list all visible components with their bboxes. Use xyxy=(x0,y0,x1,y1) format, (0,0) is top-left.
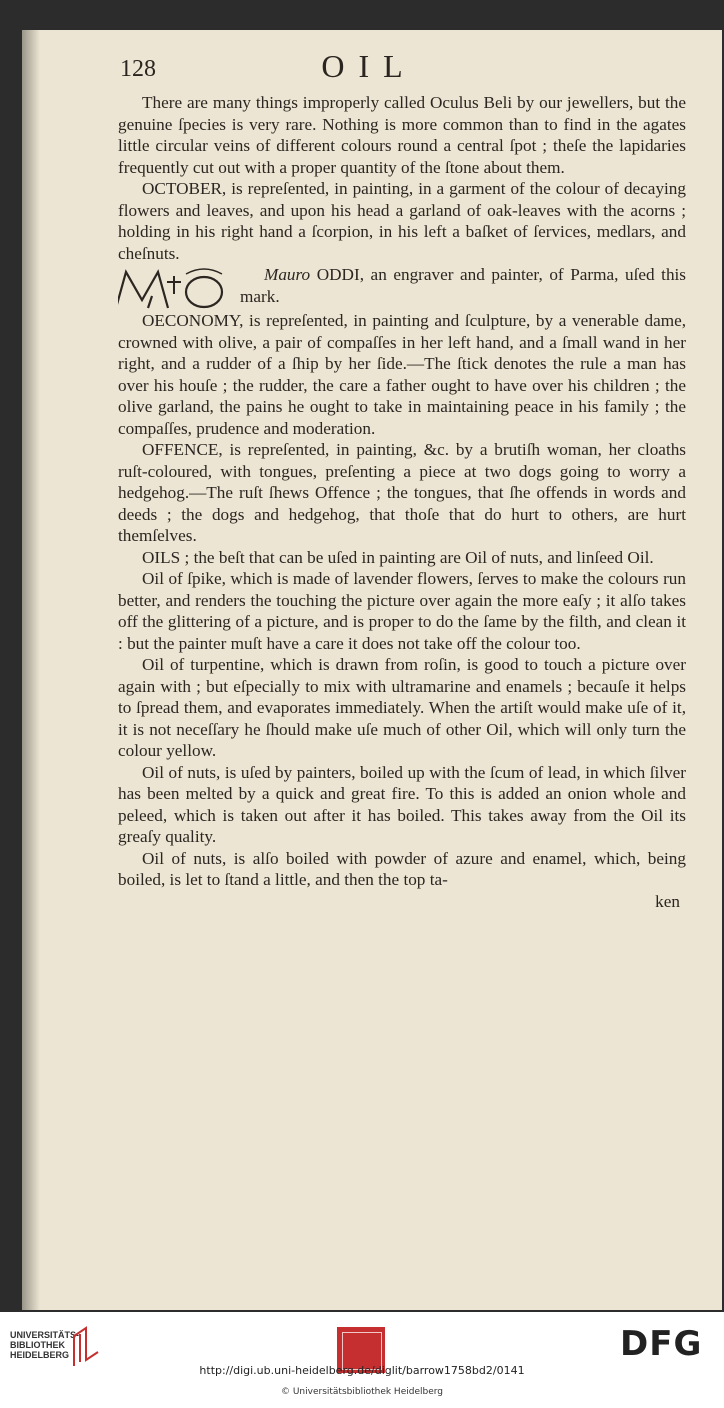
paragraph-oil-of-nuts-azure: Oil of nuts, is alſo boiled with powder of azure and enamel, which, being boiled, is let to ſtand a little, and then the top ta- xyxy=(118,848,686,889)
oddi-first-name: Mauro xyxy=(264,265,311,284)
paragraph-oil-of-spike: Oil of ſpike, which is made of lavender flowers, ſerves to make the colours run better, and renders the touching the picture over again the more eaſy ; it alſo takes off the glittering of a picture, and is proper to do the ſame by the filth, and clean it : but the painter muſt have a care it does not take off the colour too. xyxy=(118,569,686,653)
paragraph-oil-of-nuts: Oil of nuts, is uſed by painters, boiled up with the ſcum of lead, in which ſilver has been melted by a quick and great fire. To this is added an onion whole and peleed, which is taken out after it has boiled. This takes away from the Oil its greaſy quality. xyxy=(118,762,686,846)
page-header xyxy=(0,48,724,88)
library-name: UNIVERSITÄTS- BIBLIOTHEK HEIDELBERG xyxy=(10,1330,80,1360)
paragraph-oil-of-turpentine: Oil of turpentine, which is drawn from roſin, is good to touch a picture over again with ; but eſpecially to mix with ultramarine and enamels ; becauſe it helps to ſpread them, and evaporates immediately. When the artiſt would make uſe of it, it is not neceſſary he ſhould make uſe much of other Oil, which will only turn the colour yellow. xyxy=(118,655,686,760)
oddi-description: ODDI, an engraver and painter, of Parma, uſed this mark. xyxy=(240,265,686,306)
footer-bar xyxy=(0,1312,724,1408)
running-head: OIL xyxy=(321,48,417,84)
page-number: 128 xyxy=(120,56,156,82)
permalink[interactable]: http://digi.ub.uni-heidelberg.de/diglit/barrow1758bd2/0141 xyxy=(199,1364,525,1377)
body-text xyxy=(118,92,686,912)
paragraph-oils: OILS ; the beſt that can be uſed in painting are Oil of nuts, and linſeed Oil. xyxy=(142,547,654,567)
catchword: ken xyxy=(655,891,680,911)
paragraph-oculus-beli: There are many things improperly called Oculus Beli by our jewellers, but the genuine ſpecies is very rare. Nothing is more common than to find in the agates little circular veins of different colours round a central ſpot ; theſe the lapidaries frequently cut out with a proper quantity of the ſtone about them. xyxy=(118,93,686,177)
paragraph-offence: OFFENCE, is repreſented, in painting, &c. by a brutiſh woman, her cloaths ruſt-coloured, with tongues, preſenting a piece at two dogs going to worry a hedgehog.—The ruſt ſhews Offence ; the tongues, that ſhe offends in words and deeds ; the dogs and hedgehog, that thoſe that do hurt to others, are hurt themſelves. xyxy=(118,440,686,545)
copyright: © Universitätsbibliothek Heidelberg xyxy=(280,1387,443,1397)
dfg-logo: DFG xyxy=(620,1324,703,1364)
mauro-oddi-monogram-icon xyxy=(118,266,234,310)
paragraph-oeconomy: OECONOMY, is repreſented, in painting and ſculpture, by a venerable dame, crowned with olive, a pair of compaſſes in her left hand, and a ſmall wand in her right, and a rudder of a ſhip by her ſide.—The ſtick denotes the rule a man has over his houſe ; the rudder, the care a father ought to have over his children ; the olive garland, the pains he ought to take in maintaining peace in his family ; the compaſſes, prudence and moderation. xyxy=(118,311,686,438)
entry-oddi xyxy=(118,264,686,310)
paragraph-october: OCTOBER, is repreſented, in painting, in a garment of the colour of decaying flowers and leaves, and upon his head a garland of oak-leaves with the acorns ; holding in his right hand a ſcorpion, in his left a baſket of ſervices, medlars, and cheſnuts. xyxy=(118,179,686,263)
